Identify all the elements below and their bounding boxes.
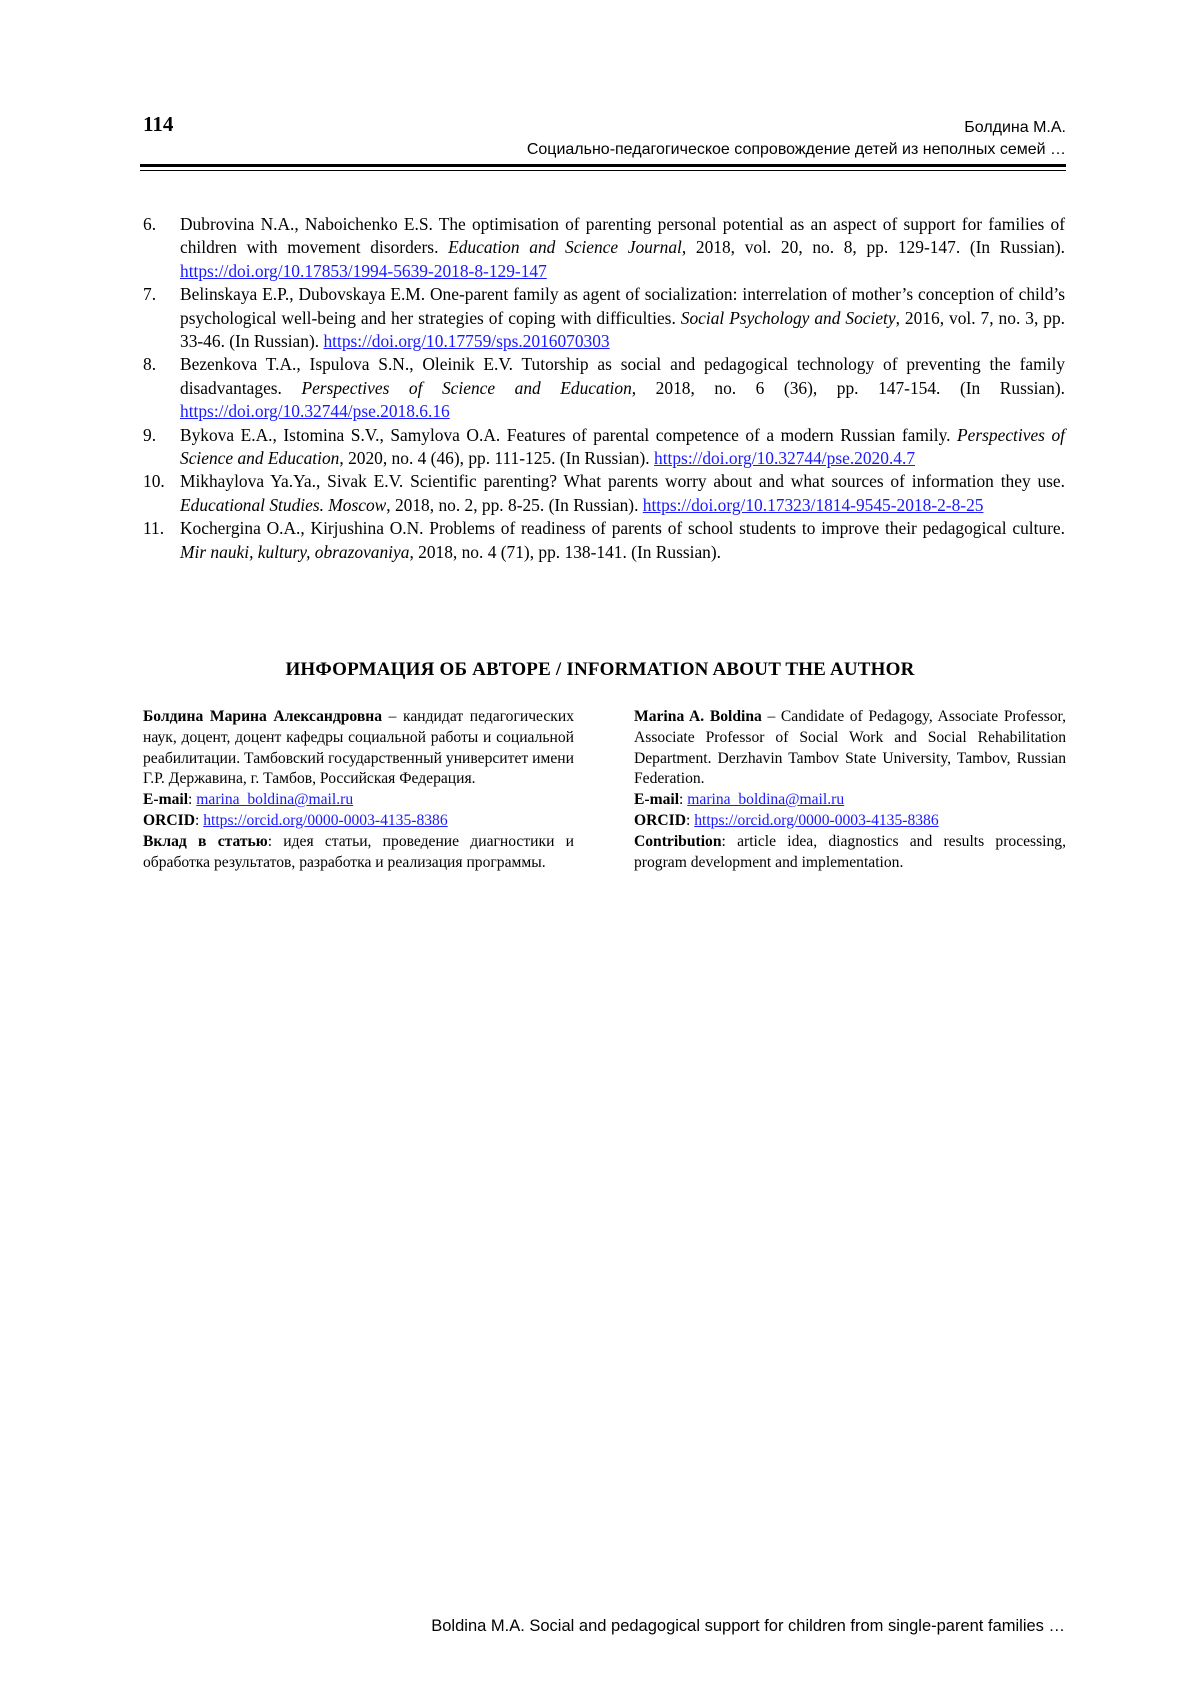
- orcid-link[interactable]: https://orcid.org/0000-0003-4135-8386: [694, 811, 939, 829]
- author-section-title: ИНФОРМАЦИЯ ОБ АВТОРЕ / INFORMATION ABOUT THE AUTHOR: [285, 659, 915, 680]
- reference-doi-link[interactable]: https://doi.org/10.17323/1814-9545-2018-2-8-25: [642, 494, 984, 515]
- reference-authors-title: Mikhaylova Ya.Ya., Sivak E.V. Scientific parenting? What parents worry about and what sources of information they use.: [180, 471, 1065, 492]
- author-contribution-ru: [143, 832, 574, 874]
- reference-item: [143, 517, 1065, 564]
- reference-doi-link[interactable]: https://doi.org/10.32744/pse.2018.6.16: [180, 401, 450, 422]
- author-bio-text-en: – Candidate of Pedagogy, Associate Professor, Associate Professor of Social Work and Social Rehabilitation Department. Derzhavin Tambov State University, Tambov, Russian Federation.: [634, 708, 1066, 788]
- author-email-en: E-mail: marina_boldina@mail.ru: [634, 791, 845, 809]
- reference-list: [143, 213, 1065, 564]
- running-head-author: Болдина М.А.: [964, 119, 1066, 136]
- author-contribution-en: [634, 832, 1066, 874]
- reference-authors-title: Bykova E.A., Istomina S.V., Samylova O.A. Features of parental competence of a modern Russian family.: [180, 424, 958, 445]
- author-bio-ru: [143, 707, 574, 790]
- running-head: [527, 117, 1066, 161]
- reference-details: , 2016, vol. 7, no. 3, pp. 33-46. (In Russian).: [180, 307, 1066, 352]
- author-name-en: Marina A. Boldina: [634, 708, 762, 725]
- reference-item: [143, 213, 1065, 283]
- contribution-text: : идея статьи, проведение диагностики и обработка результатов, разработка и реализация программы.: [143, 832, 574, 871]
- reference-details: , 2018, no. 6 (36), pp. 147-154. (In Russian).: [631, 377, 1066, 398]
- author-bio-text-ru: – кандидат педагогических наук, доцент, доцент кафедры социальной работы и социальной реабилитации. Тамбовский государственный университет имени Г.Р. Державина, г. Тамбов, Российская Федерация.: [143, 708, 574, 788]
- email-link[interactable]: marina_boldina@mail.ru: [687, 791, 845, 809]
- reference-text: [180, 470, 1065, 517]
- reference-item: [143, 424, 1065, 471]
- contribution-label: Contribution: [634, 832, 722, 850]
- reference-doi-link[interactable]: https://doi.org/10.17853/1994-5639-2018-8-129-147: [180, 260, 547, 281]
- author-orcid-ru: ORCID: https://orcid.org/0000-0003-4135-8386: [143, 811, 448, 829]
- reference-text: [180, 213, 1065, 283]
- reference-number: 6.: [143, 214, 157, 234]
- reference-authors-title: Bezenkova T.A., Ispulova S.N., Oleinik E.V. Tutorship as social and pedagogical technology of preventing the family disadvantages.: [180, 354, 1065, 398]
- reference-journal: Social Psychology and Society: [680, 307, 896, 328]
- reference-doi-link[interactable]: https://doi.org/10.17759/sps.2016070303: [323, 331, 610, 352]
- reference-number: 7.: [143, 284, 157, 305]
- email-label: E-mail: [634, 791, 680, 809]
- author-info-en: [634, 707, 1066, 873]
- reference-journal: Perspectives of Science and Education: [301, 377, 632, 398]
- contribution-label: Вклад в статью: [143, 832, 268, 850]
- reference-journal: Educational Studies. Moscow: [180, 494, 387, 515]
- reference-authors-title: Belinskaya E.P., Dubovskaya E.M. One-parent family as agent of socialization: interrelation of mother’s conception of child’s psychological well-being and her strategies of coping with difficulties.: [180, 284, 1065, 328]
- reference-authors-title: Kochergina O.A., Kirjushina O.N. Problems of readiness of parents of school students to improve their pedagogical culture.: [180, 518, 1065, 539]
- reference-details: , 2018, no. 2, pp. 8-25. (In Russian).: [386, 494, 643, 515]
- author-info-ru: [143, 707, 574, 873]
- reference-journal: Education and Science Journal: [448, 237, 682, 258]
- reference-doi-link[interactable]: https://doi.org/10.32744/pse.2020.4.7: [654, 448, 916, 469]
- reference-text: [180, 283, 1065, 353]
- reference-number: 9.: [143, 424, 157, 445]
- orcid-label: ORCID: [634, 811, 686, 829]
- reference-authors-title: Dubrovina N.A., Naboichenko E.S. The optimisation of parenting personal potential as an aspect of support for families of children with movement disorders.: [180, 214, 1065, 258]
- contribution-text: : article idea, diagnostics and results processing, program development and implementation.: [634, 832, 1066, 871]
- reference-number: 8.: [143, 354, 157, 375]
- author-email-ru: E-mail: marina_boldina@mail.ru: [143, 791, 354, 809]
- page-number: 114: [143, 112, 174, 136]
- running-head-title: Социально-педагогическое сопровождение детей из неполных семей …: [526, 141, 1066, 158]
- header-rule-thick: [140, 164, 1066, 167]
- email-label: E-mail: [143, 791, 189, 809]
- author-orcid-en: ORCID: https://orcid.org/0000-0003-4135-8386: [634, 811, 939, 829]
- running-footer: Boldina M.A. Social and pedagogical support for children from single-parent families …: [431, 1617, 1065, 1635]
- reference-number: 11.: [143, 518, 165, 539]
- reference-item: [143, 470, 1065, 517]
- reference-item: [143, 353, 1065, 423]
- author-name-ru: Болдина Марина Александровна: [143, 708, 383, 725]
- reference-text: [180, 424, 1065, 471]
- reference-text: [180, 517, 1065, 564]
- reference-number: 10.: [143, 471, 165, 492]
- reference-journal: Mir nauki, kultury, obrazovaniya: [180, 541, 410, 562]
- orcid-label: ORCID: [143, 811, 195, 829]
- email-link[interactable]: marina_boldina@mail.ru: [196, 791, 354, 809]
- reference-details: , 2020, no. 4 (46), pp. 111-125. (In Russian).: [339, 448, 654, 469]
- reference-details: , 2018, no. 4 (71), pp. 138-141. (In Russian).: [409, 541, 721, 562]
- orcid-link[interactable]: https://orcid.org/0000-0003-4135-8386: [203, 811, 448, 829]
- reference-details: , 2018, vol. 20, no. 8, pp. 129-147. (In Russian).: [681, 237, 1065, 258]
- reference-journal: Perspectives of Science and Education: [180, 424, 1065, 469]
- header-rule-thin: [140, 170, 1066, 171]
- author-bio-en: [634, 707, 1066, 790]
- reference-item: [143, 283, 1065, 353]
- reference-text: [180, 353, 1065, 423]
